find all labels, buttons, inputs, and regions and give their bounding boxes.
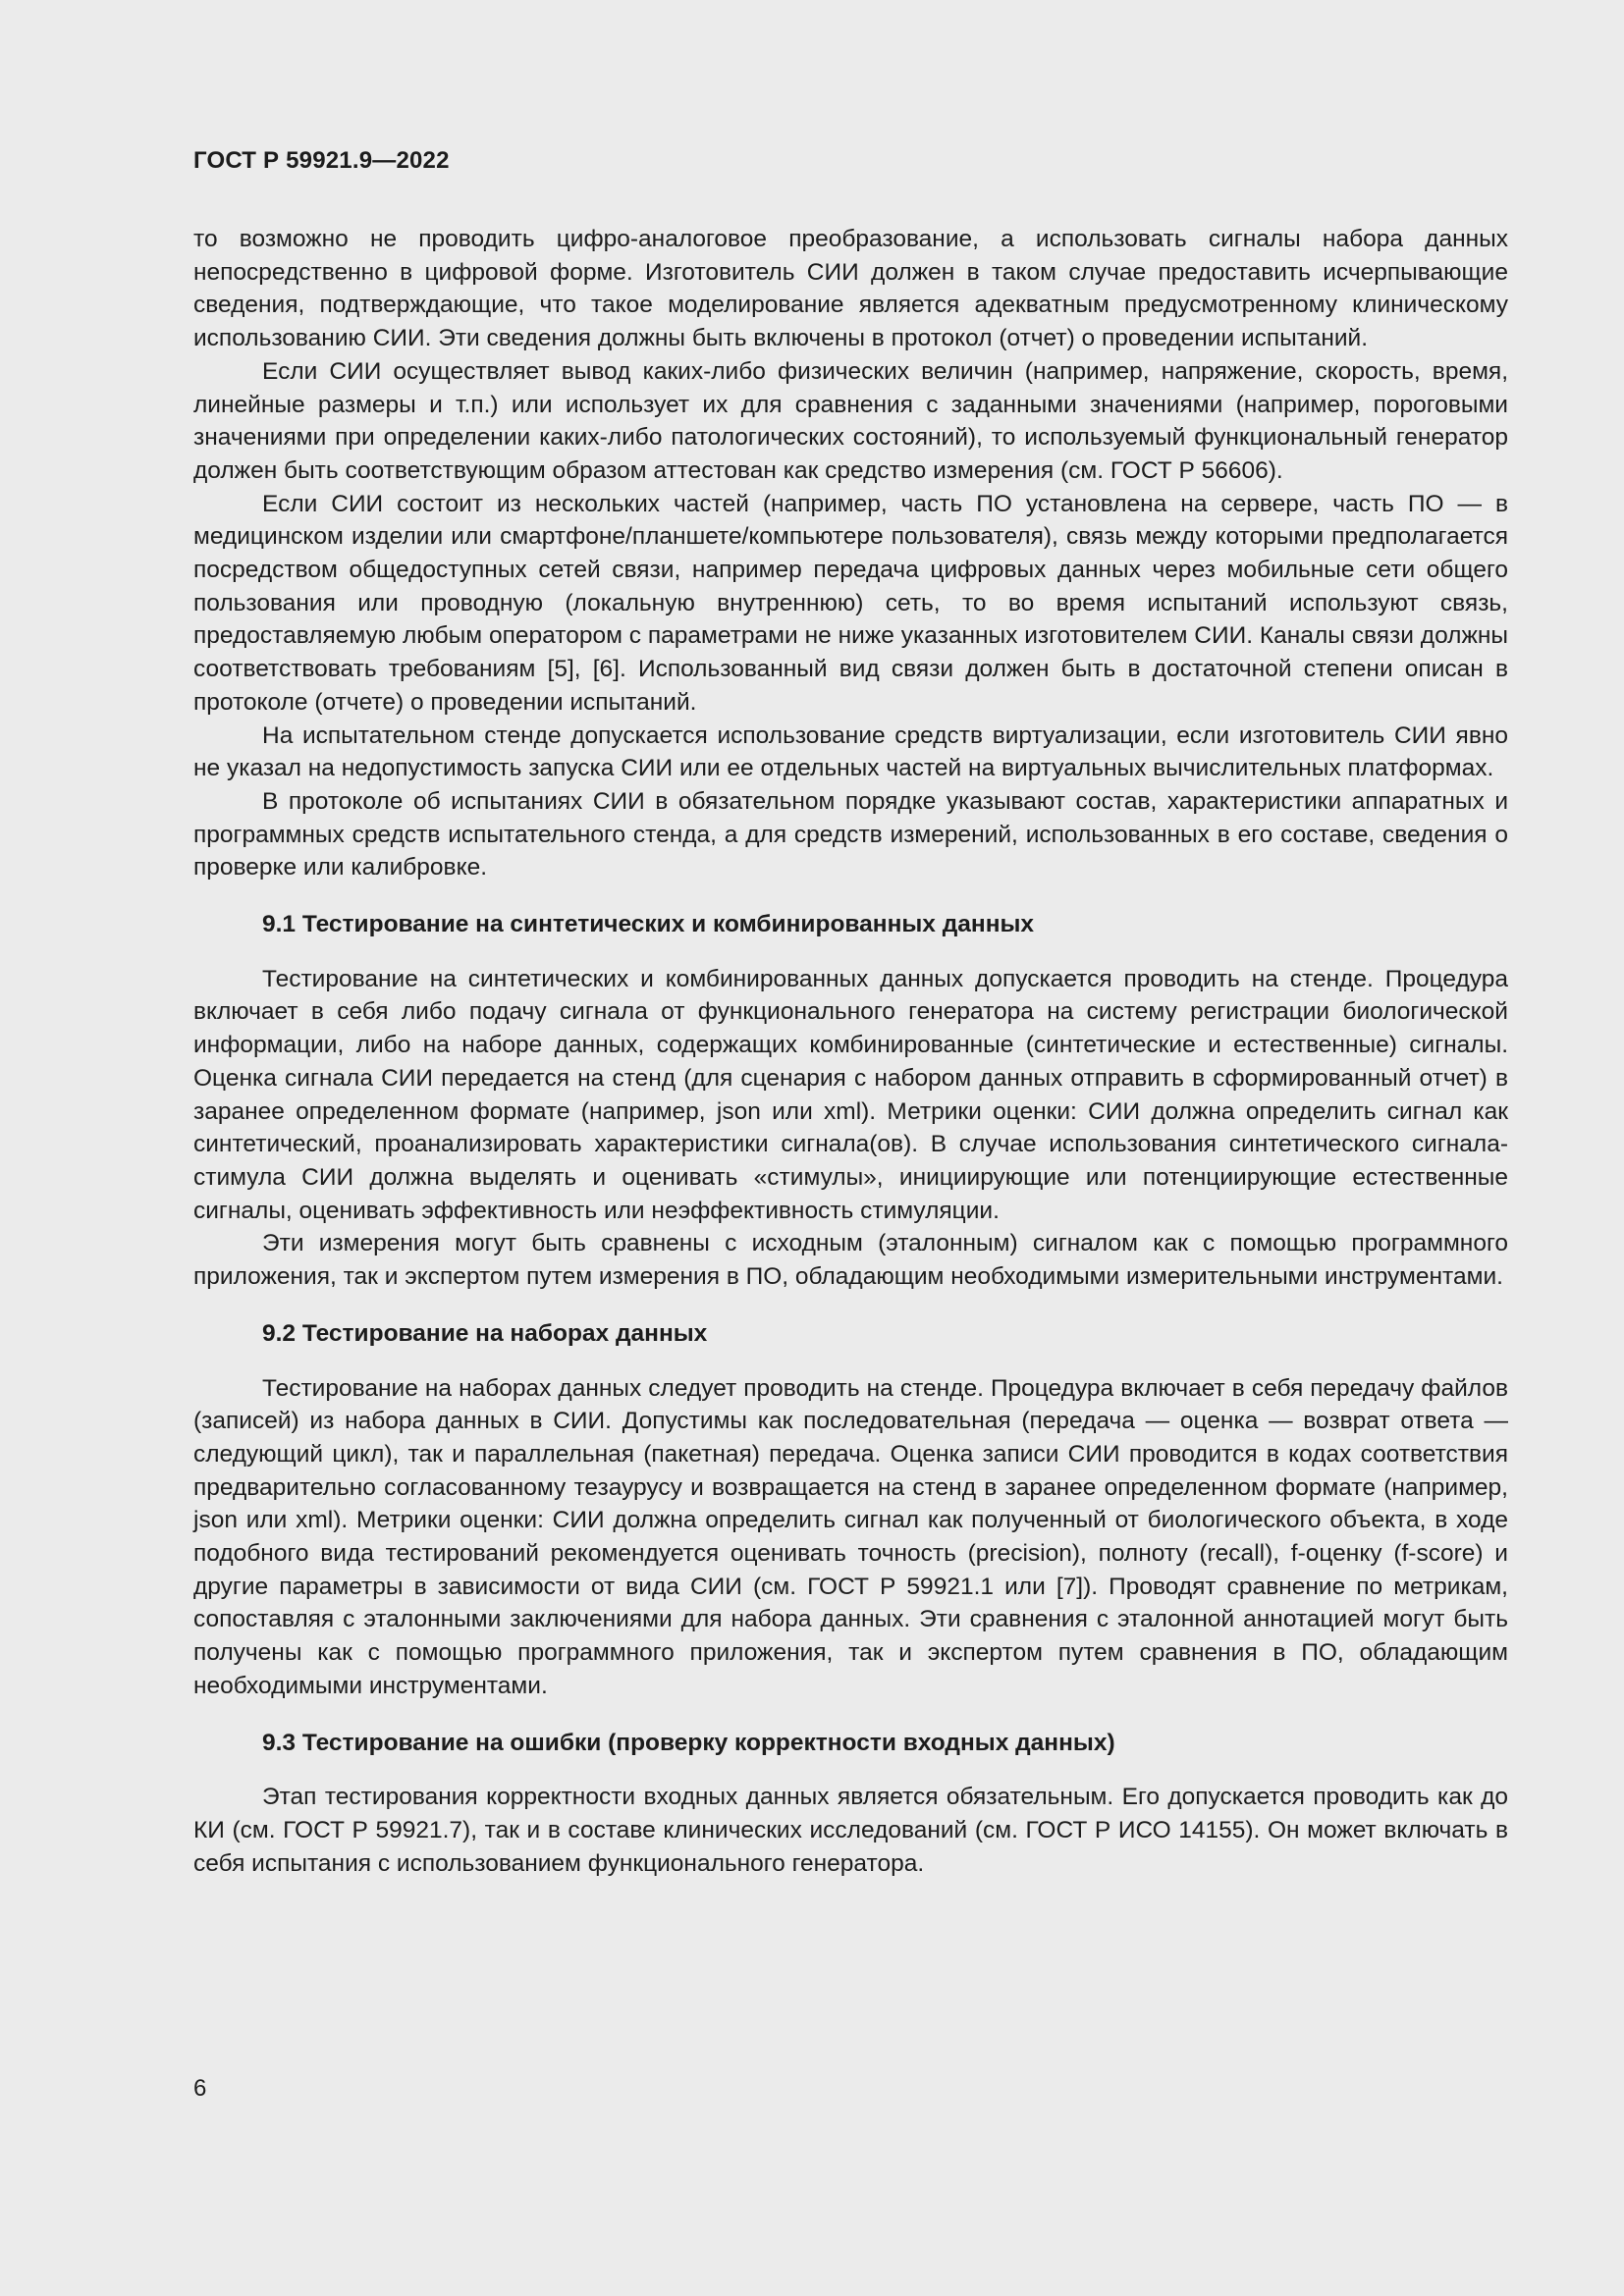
page-content — [193, 223, 1508, 1880]
intro-paragraph-5: В протоколе об испытаниях СИИ в обязательном порядке указывают состав, характеристики аппаратных и программных средств испытательного стенда, а для средств измерений, использованных в его составе, сведения о проверке или калибровке. — [193, 787, 1508, 881]
section-heading-9-3: 9.3 Тестирование на ошибки (проверку корректности входных данных) — [262, 1729, 1115, 1756]
section-9-3-paragraph-1: Этап тестирования корректности входных данных является обязательным. Его допускается проводить как до КИ (см. ГОСТ Р 59921.7), так и в составе клинических исследований (см. ГОСТ Р ИСО 14155). Он может включать в себя испытания с использованием функционального генератора. — [193, 1784, 1508, 1877]
section-heading-9-2: 9.2 Тестирование на наборах данных — [262, 1319, 708, 1347]
section-heading-9-1: 9.1 Тестирование на синтетических и комбинированных данных — [262, 911, 1035, 938]
section-9-1-paragraph-2: Эти измерения могут быть сравнены с исходным (эталонным) сигналом как с помощью программного приложения, так и экспертом путем измерения в ПО, обладающим необходимыми измерительными инструментами. — [193, 1230, 1508, 1291]
intro-paragraph-4: На испытательном стенде допускается использование средств виртуализации, если изготовитель СИИ явно не указал на недопустимость запуска СИИ или ее отдельных частей на виртуальных вычислительных платформах. — [193, 721, 1508, 782]
intro-paragraph-1: то возможно не проводить цифро-аналоговое преобразование, а использовать сигналы набора данных непосредственно в цифровой форме. Изготовитель СИИ должен в таком случае предоставить исчерпывающие сведения, подтверждающие, что такое моделирование является адекватным предусмотренному клиническому использованию СИИ. Эти сведения должны быть включены в протокол (отчет) о проведении испытаний. — [193, 226, 1508, 352]
section-9-2-paragraph-1: Тестирование на наборах данных следует проводить на стенде. Процедура включает в себя передачу файлов (записей) из набора данных в СИИ. Допустимы как последовательная (передача — оценка — возврат ответа — следующий цикл), так и параллельная (пакетная) передача. Оценка записи СИИ проводится в кодах соответствия предварительно согласованному тезаурусу и возвращается на стенд в заранее определенном формате (например, json или xml). Метрики оценки: СИИ должна определить сигнал как полученный от биологического объекта, в ходе подобного вида тестирований рекомендуется оценивать точность (precision), полноту (recall), f-оценку (f-score) и другие параметры в зависимости от вида СИИ (см. ГОСТ Р 59921.1 или [7]). Проводят сравнение по метрикам, сопоставляя с эталонными заключениями для набора данных. Эти сравнения с эталонной аннотацией могут быть получены как с помощью программного приложения, так и экспертом путем сравнения в ПО, обладающим необходимыми инструментами. — [193, 1374, 1508, 1699]
intro-paragraph-3: Если СИИ состоит из нескольких частей (например, часть ПО установлена на сервере, часть ПО — в медицинском изделии или смартфоне/планшете/компьютере пользователя), связь между которыми предполагается посредством общедоступных сетей связи, например передача цифровых данных через мобильные сети общего пользования или проводную (локальную внутреннюю) сеть, то во время испытаний используют связь, предоставляемую любым оператором с параметрами не ниже указанных изготовителем СИИ. Каналы связи должны соответствовать требованиям [5], [6]. Использованный вид связи должен быть в достаточной степени описан в протоколе (отчете) о проведении испытаний. — [193, 490, 1508, 716]
page-number: 6 — [193, 2075, 207, 2102]
intro-paragraph-2: Если СИИ осуществляет вывод каких-либо физических величин (например, напряжение, скорость, время, линейные размеры и т.п.) или использует их для сравнения с заданными значениями (например, пороговыми значениями при определении каких-либо патологических состояний), то используемый функциональный генератор должен быть соответствующим образом аттестован как средство измерения (см. ГОСТ Р 56606). — [193, 357, 1508, 484]
document-header: ГОСТ Р 59921.9—2022 — [193, 147, 450, 174]
section-9-1-paragraph-1: Тестирование на синтетических и комбинированных данных допускается проводить на стенде. Процедура включает в себя либо подачу сигнала от функционального генератора на систему регистрации биологической информации, либо на наборе данных, содержащих комбинированные (синтетические и естественные) сигналы. Оценка сигнала СИИ передается на стенд (для сценария с набором данных отправить в сформированный отчет) в заранее определенном формате (например, json или xml). Метрики оценки: СИИ должна определить сигнал как синтетический, проанализировать характеристики сигнала(ов). В случае использования синтетического сигнала-стимула СИИ должна выделять и оценивать «стимулы», инициирующие или потенциирующие естественные сигналы, оценивать эффективность или неэффективность стимуляции. — [193, 965, 1508, 1224]
